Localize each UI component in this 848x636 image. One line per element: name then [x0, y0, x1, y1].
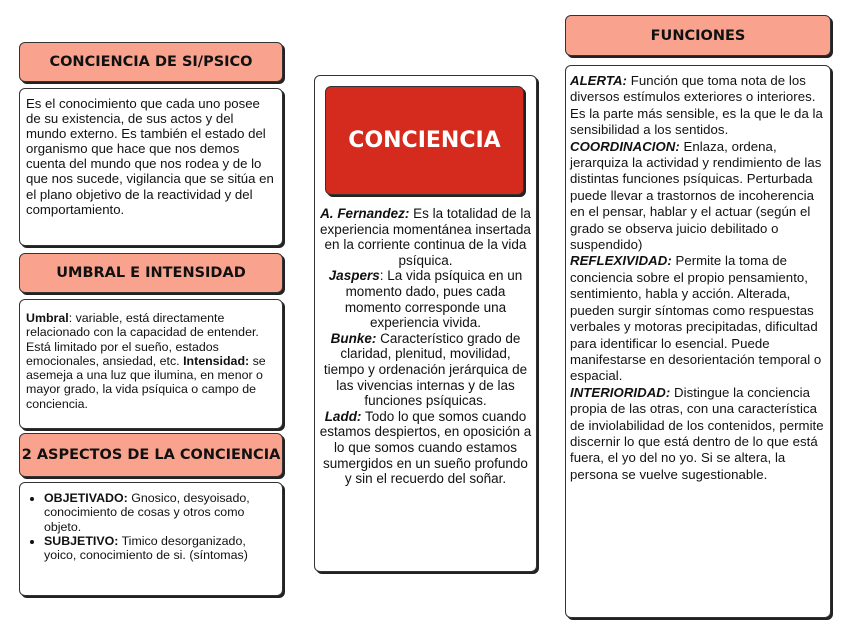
- definition-author: Ladd:: [324, 408, 362, 424]
- function-name: REFLEXIVIDAD:: [570, 253, 672, 269]
- intensidad-text: se asemeja a una luz que ilumina, en menor o mayor grado, la vida psíquica o campo de conciencia.: [26, 353, 266, 411]
- header-funciones-label: FUNCIONES: [650, 27, 746, 44]
- definitions: [319, 206, 532, 487]
- box-funciones: [565, 65, 831, 618]
- function-text: Función que toma nota de los diversos estímulos exteriores o interiores. Es la parte más sensible, es la que le da la sensibilidad a los sentidos.: [570, 73, 823, 138]
- aspecto-text: Timico desorganizado, yoico, conocimiento de si. (síntomas): [44, 533, 248, 563]
- definition-text: Característico grado de claridad, plenitud, movilidad, tiempo y ordenación jerárquica de las vivencias internas y de las funciones psíquicas.: [323, 330, 528, 409]
- aspectos-list: [26, 491, 277, 562]
- header-aspectos: [19, 433, 283, 477]
- list-item: [44, 491, 277, 534]
- definition-author: Bunke:: [330, 330, 377, 346]
- function-name: ALERTA:: [570, 73, 628, 88]
- header-aspectos-label: 2 ASPECTOS DE LA CONCIENCIA: [21, 447, 281, 463]
- function-name: COORDINACION:: [570, 138, 680, 154]
- funciones-text: [570, 73, 826, 483]
- header-umbral-intensidad: [19, 253, 283, 293]
- aspecto-label: SUBJETIVO:: [44, 533, 119, 548]
- box-aspectos: [19, 482, 283, 596]
- aspecto-text: Gnosico, desyoisado, conocimiento de cosas y otros como objeto.: [44, 491, 250, 534]
- intensidad-label: Intensidad:: [183, 353, 250, 368]
- function-text: Enlaza, ordena, jerarquiza la actividad y rendimiento de las distintas funciones psíquicas. Perturbada puede llevar a trastornos de incoherencia en el pensar, hablar y el actuar (según el grado se observa juicio debilitado o suspendido): [570, 138, 822, 253]
- conciencia-de-si-text: Es el conocimiento que cada uno posee de su existencia, de sus actos y del mundo externo. Es también el estado del organismo que hace que nos demos cuenta del mundo que nos rodea y de lo que nos sucede, vigilancia que se sitúa en el plano objetivo de la reactividad y del comportamiento.: [26, 96, 274, 217]
- box-conciencia-central: [314, 75, 537, 572]
- function-name: INTERIORIDAD:: [570, 384, 671, 400]
- definition-author: Jaspers: [328, 268, 380, 284]
- header-umbral-intensidad-label: UMBRAL E INTENSIDAD: [56, 265, 246, 281]
- definition-author: A. Fernandez:: [320, 206, 410, 221]
- main-title-label: CONCIENCIA: [348, 128, 501, 153]
- main-title: [325, 86, 524, 195]
- function-text: Permite la toma de conciencia sobre el propio pensamiento, sentimiento, habla y acción. Alterada, pueden surgir síntomas como respuestas verbales y motoras precipitadas, dificultad para identificar lo esencial. Puede manifestarse en desorientación temporal o espacial.: [570, 253, 822, 384]
- definition-text: : La vida psíquica en un momento dado, pues cada momento corresponde una experiencia vivida.: [344, 268, 523, 331]
- header-conciencia-de-si: [19, 42, 283, 82]
- aspecto-label: OBJETIVADO:: [44, 491, 128, 505]
- header-conciencia-de-si-label: CONCIENCIA DE SI/PSICO: [49, 54, 253, 70]
- header-funciones: [565, 15, 831, 56]
- umbral-text: : variable, está directamente relacionado con la capacidad de entender. Está limitado por el sueño, estados emocionales, ansiedad, etc.: [26, 311, 259, 368]
- function-text: Distingue la conciencia propia de las otras, con una característica de inviolabilidad de los contenidos, permite discernir lo que está dentro de lo que está fuera, el yo del no yo. Si se altera, la persona se vuelve sugestionable.: [570, 384, 824, 482]
- definition-text: Es la totalidad de la experiencia momentánea insertada en la corriente continua de la vida psíquica.: [320, 206, 531, 268]
- umbral-label: Umbral: [26, 311, 69, 325]
- definition-text: Todo lo que somos cuando estamos despiertos, en oposición a lo que somos cuando estamos sumergidos en un sueño profundo y sin el recuerdo del soñar.: [319, 408, 532, 487]
- box-conciencia-de-si: [19, 88, 283, 246]
- box-umbral-intensidad: [19, 299, 283, 429]
- list-item: [44, 534, 277, 563]
